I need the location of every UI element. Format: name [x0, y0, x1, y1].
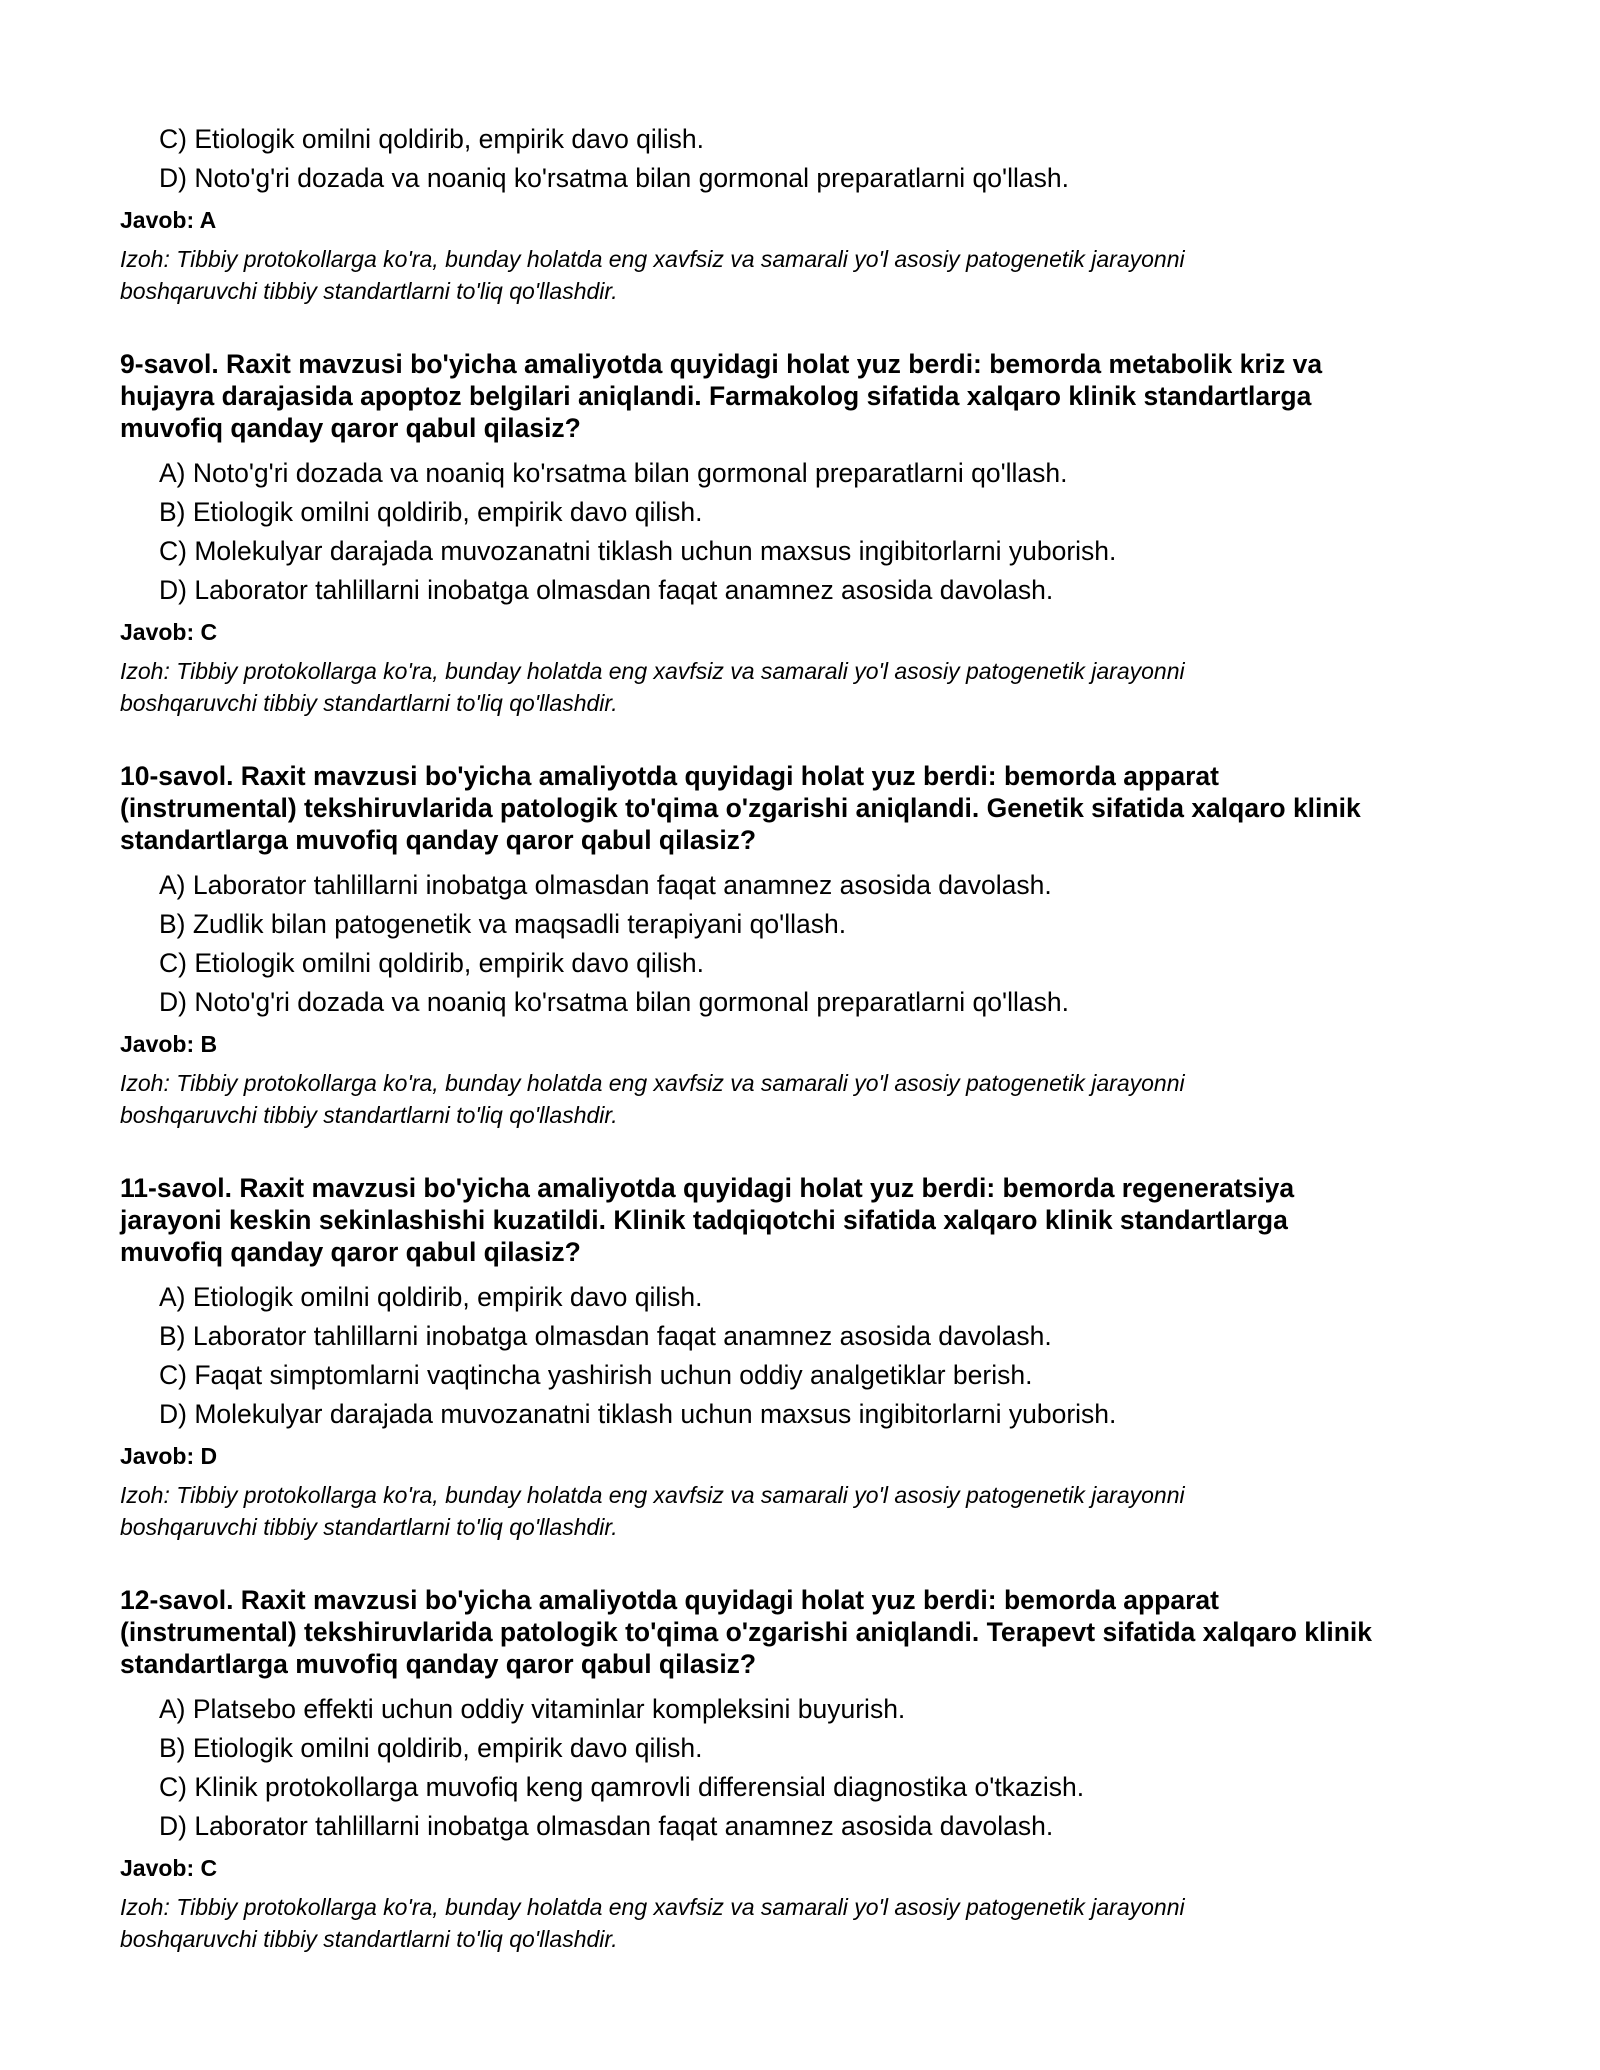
option-b: B) Laborator tahlillarni inobatga olmasdan faqat anamnez asosida davolash. — [159, 1321, 1052, 1351]
question-title — [120, 760, 1490, 856]
answer-label: Javob: C — [120, 619, 218, 645]
note-line: boshqaruvchi tibbiy standartlarni to'liq qo'llashdir. — [120, 1514, 618, 1540]
question-title-line: 9-savol. Raxit mavzusi bo'yicha amaliyotda quyidagi holat yuz berdi: bemorda metabolik kriz va — [120, 349, 1323, 379]
note-line: Izoh: Tibbiy protokollarga ko'ra, bunday holatda eng xavfsiz va samarali yo'l asosiy patogenetik jarayonni — [120, 246, 1185, 272]
question-title-line: muvofiq qanday qaror qabul qilasiz? — [120, 1237, 581, 1267]
option-d: D) Noto'g'ri dozada va noaniq ko'rsatma bilan gormonal preparatlarni qo'llash. — [159, 987, 1069, 1017]
question-title-line: (instrumental) tekshiruvlarida patologik to'qima o'zgarishi aniqlandi. Terapevt sifatida xalqaro klinik — [120, 1617, 1372, 1647]
question-title — [120, 348, 1490, 444]
question-title-line: 12-savol. Raxit mavzusi bo'yicha amaliyotda quyidagi holat yuz berdi: bemorda apparat — [120, 1585, 1219, 1615]
question-9 — [120, 348, 1490, 719]
note-line: boshqaruvchi tibbiy standartlarni to'liq qo'llashdir. — [120, 690, 618, 716]
option-d: D) Laborator tahlillarni inobatga olmasdan faqat anamnez asosida davolash. — [159, 1811, 1054, 1841]
question-8-continued — [120, 120, 1490, 307]
question-title-line: standartlarga muvofiq qanday qaror qabul qilasiz? — [120, 825, 757, 855]
option-c: C) Molekulyar darajada muvozanatni tiklash uchun maxsus ingibitorlarni yuborish. — [159, 536, 1117, 566]
option-b: B) Zudlik bilan patogenetik va maqsadli terapiyani qo'llash. — [159, 909, 847, 939]
note-line: Izoh: Tibbiy protokollarga ko'ra, bunday holatda eng xavfsiz va samarali yo'l asosiy patogenetik jarayonni — [120, 658, 1185, 684]
option-c: C) Etiologik omilni qoldirib, empirik davo qilish. — [159, 124, 704, 154]
note-line: boshqaruvchi tibbiy standartlarni to'liq qo'llashdir. — [120, 1926, 618, 1952]
option-c: C) Klinik protokollarga muvofiq keng qamrovli differensial diagnostika o'tkazish. — [159, 1772, 1085, 1802]
question-title — [120, 1584, 1490, 1680]
option-a: A) Platsebo effekti uchun oddiy vitaminlar kompleksini buyurish. — [159, 1694, 906, 1724]
question-title-line: standartlarga muvofiq qanday qaror qabul qilasiz? — [120, 1649, 757, 1679]
answer-label: Javob: D — [120, 1443, 218, 1469]
option-a: A) Laborator tahlillarni inobatga olmasdan faqat anamnez asosida davolash. — [159, 870, 1052, 900]
answer-label: Javob: A — [120, 207, 217, 233]
option-c: C) Etiologik omilni qoldirib, empirik davo qilish. — [159, 948, 704, 978]
note-line: boshqaruvchi tibbiy standartlarni to'liq qo'llashdir. — [120, 278, 618, 304]
option-a: A) Noto'g'ri dozada va noaniq ko'rsatma bilan gormonal preparatlarni qo'llash. — [159, 458, 1068, 488]
option-d: D) Noto'g'ri dozada va noaniq ko'rsatma bilan gormonal preparatlarni qo'llash. — [159, 163, 1069, 193]
question-10 — [120, 760, 1490, 1131]
option-d: D) Molekulyar darajada muvozanatni tiklash uchun maxsus ingibitorlarni yuborish. — [159, 1399, 1117, 1429]
question-title — [120, 1172, 1490, 1268]
note-line: Izoh: Tibbiy protokollarga ko'ra, bunday holatda eng xavfsiz va samarali yo'l asosiy patogenetik jarayonni — [120, 1070, 1185, 1096]
question-12 — [120, 1584, 1490, 1955]
explanation-note — [120, 1479, 1490, 1543]
question-title-line: 11-savol. Raxit mavzusi bo'yicha amaliyotda quyidagi holat yuz berdi: bemorda regeneratsiya — [120, 1173, 1295, 1203]
explanation-note — [120, 243, 1490, 307]
option-d: D) Laborator tahlillarni inobatga olmasdan faqat anamnez asosida davolash. — [159, 575, 1054, 605]
question-title-line: muvofiq qanday qaror qabul qilasiz? — [120, 413, 581, 443]
document-page — [120, 120, 1490, 1955]
explanation-note — [120, 1067, 1490, 1131]
question-11 — [120, 1172, 1490, 1543]
question-title-line: jarayoni keskin sekinlashishi kuzatildi. Klinik tadqiqotchi sifatida xalqaro klinik standartlarga — [120, 1205, 1288, 1235]
note-line: boshqaruvchi tibbiy standartlarni to'liq qo'llashdir. — [120, 1102, 618, 1128]
explanation-note — [120, 655, 1490, 719]
note-line: Izoh: Tibbiy protokollarga ko'ra, bunday holatda eng xavfsiz va samarali yo'l asosiy patogenetik jarayonni — [120, 1482, 1185, 1508]
option-b: B) Etiologik omilni qoldirib, empirik davo qilish. — [159, 497, 703, 527]
answer-label: Javob: B — [120, 1031, 218, 1057]
answer-label: Javob: C — [120, 1855, 218, 1881]
note-line: Izoh: Tibbiy protokollarga ko'ra, bunday holatda eng xavfsiz va samarali yo'l asosiy patogenetik jarayonni — [120, 1894, 1185, 1920]
question-title-line: hujayra darajasida apoptoz belgilari aniqlandi. Farmakolog sifatida xalqaro klinik standartlarga — [120, 381, 1312, 411]
option-b: B) Etiologik omilni qoldirib, empirik davo qilish. — [159, 1733, 703, 1763]
explanation-note — [120, 1891, 1490, 1955]
option-a: A) Etiologik omilni qoldirib, empirik davo qilish. — [159, 1282, 703, 1312]
question-title-line: 10-savol. Raxit mavzusi bo'yicha amaliyotda quyidagi holat yuz berdi: bemorda apparat — [120, 761, 1219, 791]
option-c: C) Faqat simptomlarni vaqtincha yashirish uchun oddiy analgetiklar berish. — [159, 1360, 1033, 1390]
question-title-line: (instrumental) tekshiruvlarida patologik to'qima o'zgarishi aniqlandi. Genetik sifatida xalqaro klinik — [120, 793, 1361, 823]
